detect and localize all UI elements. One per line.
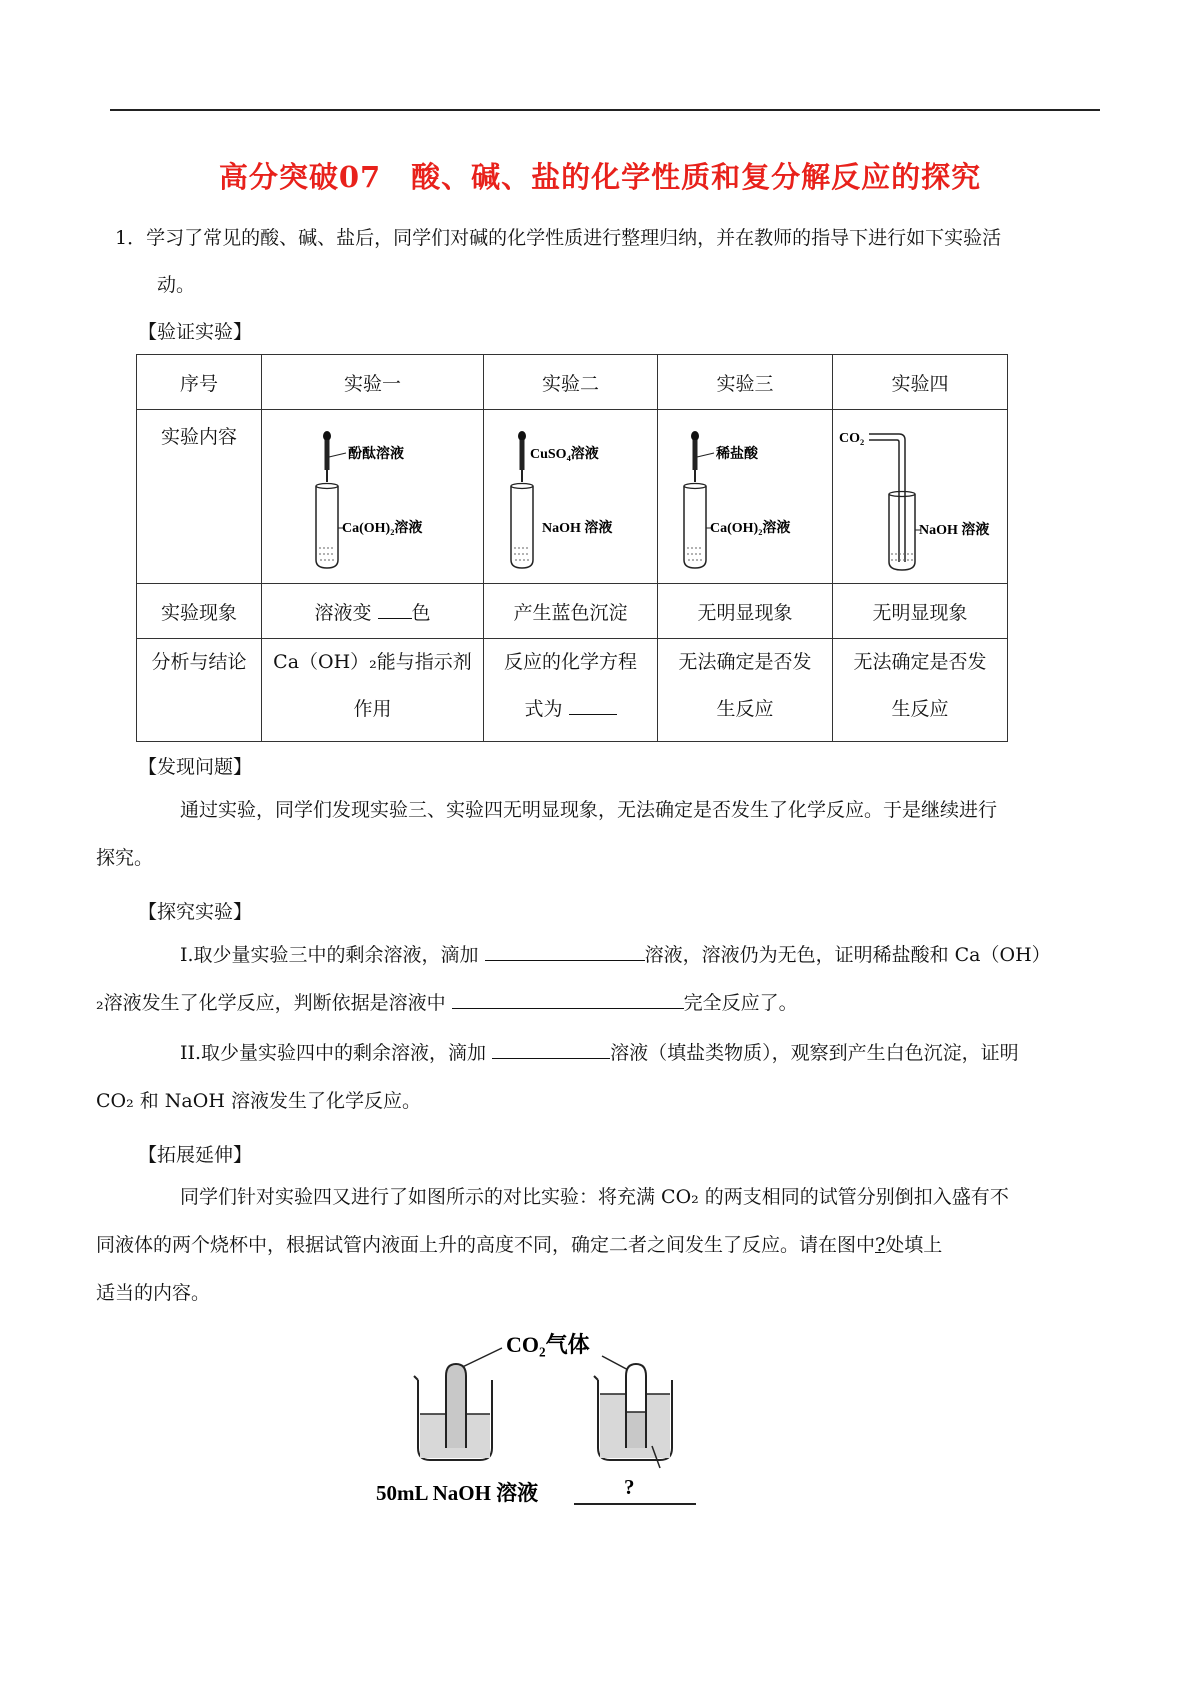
phenomenon-cell: 无明显现象 — [833, 584, 1008, 639]
table-row-analysis — [137, 639, 1008, 742]
apparatus-exp4 — [833, 410, 1008, 584]
experiment-table — [136, 354, 1008, 742]
page-title: 高分突破07 酸、碱、盐的化学性质和复分解反应的探究 — [218, 160, 982, 194]
question-number: 1． — [115, 227, 147, 249]
explore-I-paragraph: I.取少量实验三中的剩余溶液，滴加 溶液，溶液仍为无色，证明稀盐酸和 Ca（OH） ₂溶液发生了化学反应，判断依据是溶液中 完全反应了。 — [138, 931, 1100, 1027]
phenomenon-cell: 产生蓝色沉淀 — [484, 584, 658, 639]
gas-tube-figure — [833, 410, 1007, 578]
reagent-bottom-label: NaOH 溶液 — [542, 521, 613, 536]
analysis-cell: 反应的化学方程 式为 — [484, 639, 658, 742]
row-label-phenomenon: 实验现象 — [137, 584, 262, 639]
section-discover: 【发现问题】 — [138, 756, 253, 778]
analysis-cell: 无法确定是否发 生反应 — [658, 639, 833, 742]
apparatus-exp2 — [484, 410, 658, 584]
extend-paragraph: 同学们针对实验四又进行了如图所示的对比实验：将充满 CO₂ 的两支相同的试管分别倒扣入盛有不 同液体的两个烧杯中，根据试管内液面上升的高度不同，确定二者之间发生了反应。请在图中?处填上 适当的内容。 — [96, 1186, 1009, 1304]
header-cell: 实验二 — [484, 355, 658, 410]
answer-blank[interactable] — [378, 598, 412, 619]
section-extend: 【拓展延伸】 — [138, 1144, 253, 1166]
beaker-comparison-figure — [370, 1328, 710, 1528]
section-verify: 【验证实验】 — [138, 321, 253, 343]
answer-blank[interactable] — [485, 940, 645, 961]
discover-paragraph: 通过实验，同学们发现实验三、实验四无明显现象，无法确定是否发生了化学反应。于是继续进行 探究。 — [96, 799, 998, 869]
section-explore: 【探究实验】 — [138, 901, 253, 923]
row-label-content: 实验内容 — [160, 426, 237, 448]
reagent-bottom-label: NaOH 溶液 — [919, 523, 990, 538]
table-row-phenomenon — [137, 584, 1008, 639]
analysis-cell: 无法确定是否发 生反应 — [833, 639, 1008, 742]
gas-label: CO₂气体 — [506, 1332, 590, 1357]
header-cell: 序号 — [137, 355, 262, 410]
answer-blank[interactable] — [492, 1038, 610, 1059]
question-intro — [115, 215, 1105, 309]
table-row-content — [137, 410, 1008, 584]
table-header-row — [137, 355, 1008, 410]
header-cell: 实验一 — [262, 355, 484, 410]
apparatus-exp3 — [658, 410, 833, 584]
right-beaker-label: ? — [624, 1475, 635, 1499]
test-tube-dropper-figure — [484, 410, 657, 578]
left-beaker-label: 50mL NaOH 溶液 — [376, 1481, 539, 1505]
answer-blank[interactable] — [452, 988, 684, 1009]
question-intro-line1: 学习了常见的酸、碱、盐后，同学们对碱的化学性质进行整理归纳，并在教师的指导下进行如下实验活 — [146, 227, 1002, 249]
reagent-bottom-label: Ca(OH)₂溶液 — [710, 521, 791, 536]
test-tube-dropper-figure — [262, 410, 483, 578]
reagent-bottom-label: Ca(OH)₂溶液 — [342, 521, 423, 536]
gas-label: CO₂ — [839, 431, 865, 446]
apparatus-exp1 — [262, 410, 484, 584]
header-cell: 实验三 — [658, 355, 833, 410]
reagent-top-label: 酚酞溶液 — [348, 447, 404, 462]
explore-II-paragraph: II.取少量实验四中的剩余溶液，滴加 溶液（填盐类物质），观察到产生白色沉淀，证明 CO₂ 和 NaOH 溶液发生了化学反应。 — [138, 1029, 1100, 1125]
answer-blank[interactable] — [569, 694, 617, 715]
reagent-top-label: CuSO₄溶液 — [530, 447, 599, 462]
reagent-top-label: 稀盐酸 — [716, 447, 758, 462]
top-rule — [110, 109, 1100, 111]
phenomenon-cell: 无明显现象 — [658, 584, 833, 639]
row-label-analysis: 分析与结论 — [137, 639, 262, 742]
phenomenon-cell: 溶液变 色 — [262, 584, 484, 639]
question-intro-line2: 动。 — [157, 274, 196, 296]
test-tube-dropper-figure — [658, 410, 832, 578]
header-cell: 实验四 — [833, 355, 1008, 410]
analysis-cell: Ca（OH）₂能与指示剂 作用 — [262, 639, 484, 742]
